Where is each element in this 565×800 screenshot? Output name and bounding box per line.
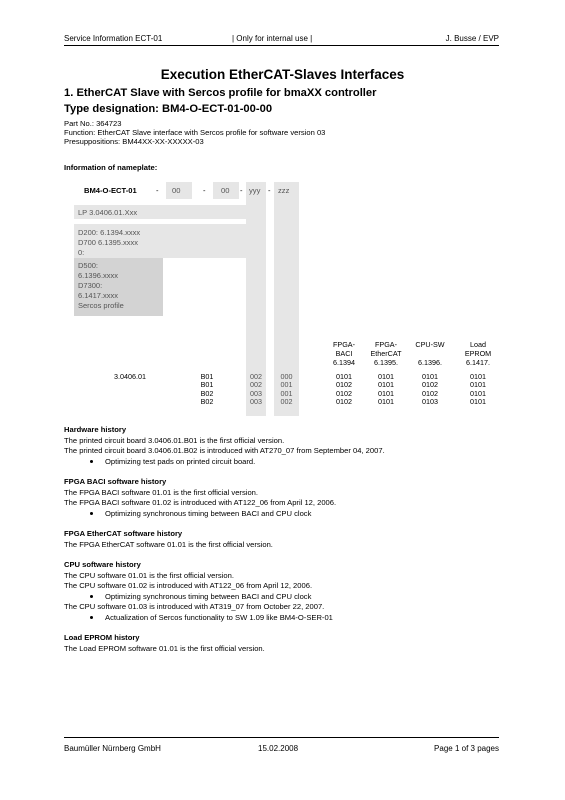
nameplate-lp: LP 3.0406.01.Xxx <box>78 208 138 217</box>
nameplate-line: D500: <box>78 261 99 270</box>
table-header-cpu-sw <box>410 340 450 367</box>
nameplate-code-dash: - <box>268 186 271 195</box>
nameplate-heading: Information of nameplate: <box>64 163 158 172</box>
table-cell: B02 <box>200 388 214 398</box>
nameplate-line: D7300: <box>78 281 103 290</box>
table-header-load-eprom <box>458 340 498 367</box>
nameplate-code-dash: - <box>203 186 206 195</box>
history-heading: Load EPROM history <box>64 633 140 642</box>
bullet-icon <box>90 595 93 598</box>
table-cell: 0101 <box>378 388 394 398</box>
table-header-fpga-ethercat <box>364 340 408 367</box>
table-cell: 001 <box>280 380 293 390</box>
table-cell: 002 <box>280 396 293 406</box>
function-text: Function: EtherCAT Slave interface with Sercos profile for software version 03 <box>64 128 326 137</box>
table-cell: 002 <box>250 380 262 390</box>
table-cell: 001 <box>280 388 293 398</box>
history-line: The FPGA BACI software 01.02 is introduced with AT122_06 from April 12, 2006. <box>64 498 337 507</box>
nameplate-code-dash: - <box>240 186 243 195</box>
history-bullet <box>90 509 311 518</box>
bullet-icon <box>90 460 93 463</box>
table-cell: 0101 <box>470 388 486 398</box>
nameplate-line: D700 6.1395.xxxx <box>78 238 139 247</box>
footer-center: 15.02.2008 <box>258 744 299 753</box>
history-line: The FPGA EtherCAT software 01.01 is the first official version. <box>64 539 273 549</box>
table-cell: 0101 <box>470 380 486 390</box>
history-heading: FPGA EtherCAT software history <box>64 529 183 538</box>
table-cell: 0102 <box>422 388 438 398</box>
history-line: The printed circuit board 3.0406.01.B01 is the first official version. <box>64 435 285 445</box>
header-line: BACI <box>335 349 353 358</box>
table-cell: 0101 <box>378 380 394 390</box>
table-cell: 0102 <box>336 388 352 398</box>
table-cell: 0101 <box>378 372 394 381</box>
table-cell: 002 <box>250 372 262 381</box>
bullet-icon <box>90 512 93 515</box>
header-line: 6.1395. <box>374 358 398 367</box>
footer-right: Page 1 of 3 pages <box>434 744 499 753</box>
header-line: EPROM <box>464 349 492 358</box>
section-heading: 1. EtherCAT Slave with Sercos profile for bmaXX controller <box>64 87 377 99</box>
nameplate-code-seg: yyy <box>249 186 261 195</box>
table-cell: 0101 <box>470 372 486 381</box>
history-line: The printed circuit board 3.0406.01.B02 is introduced with AT270_07 from September 04, 2007. <box>64 446 385 455</box>
nameplate-code-seg: 00 <box>221 186 230 195</box>
nameplate-line: 6.1417.xxxx <box>78 291 119 300</box>
table-cell: 003 <box>250 388 262 398</box>
history-bullet <box>90 592 311 601</box>
nameplate-line: D200: 6.1394.xxxx <box>78 228 141 237</box>
nameplate-code-base: BM4-O-ECT-01 <box>84 186 137 195</box>
table-cell: 0102 <box>336 380 352 390</box>
part-number: Part No.: 364723 <box>64 119 122 128</box>
header-line: EtherCAT <box>370 349 402 358</box>
table-cell: 3.0406.01 <box>114 372 146 381</box>
table-cell: 0101 <box>470 396 486 406</box>
type-designation: Type designation: BM4-O-ECT-01-00-00 <box>64 103 273 115</box>
table-cell: 0101 <box>336 372 352 381</box>
footer-left: Baumüller Nürnberg GmbH <box>64 744 161 753</box>
table-cell: 0101 <box>422 372 438 381</box>
history-heading: Hardware history <box>64 425 127 434</box>
nameplate-line: 0: <box>78 248 85 257</box>
bullet-icon <box>90 616 93 619</box>
table-cell: B01 <box>200 380 214 390</box>
table-cell: 0103 <box>422 396 438 406</box>
table-cell: 0102 <box>336 396 352 406</box>
header-line: FPGA- <box>375 340 397 349</box>
bullet-text: Optimizing synchronous timing between BACI and CPU clock <box>105 508 312 518</box>
header-line: FPGA- <box>333 340 355 349</box>
header-left: Service Information ECT-01 <box>64 34 163 43</box>
nameplate-line: Sercos profile <box>78 301 124 310</box>
table-cell: 0101 <box>378 396 394 406</box>
header-line: 6.1417. <box>466 358 490 367</box>
history-heading: CPU software history <box>64 560 141 569</box>
nameplate-code-dash: - <box>156 186 159 195</box>
nameplate-code-seg: 00 <box>172 186 181 195</box>
header-line: CPU-SW <box>415 340 445 349</box>
header-line <box>410 349 450 358</box>
nameplate-code-seg: zzz <box>278 186 290 195</box>
history-heading: FPGA BACI software history <box>64 477 167 486</box>
history-line: The CPU software 01.03 is introduced with AT319_07 from October 22, 2007. <box>64 602 325 611</box>
bullet-text: Optimizing test pads on printed circuit board. <box>105 456 256 466</box>
bullet-text: Actualization of Sercos functionality to SW 1.09 like BM4-O-SER-01 <box>105 612 333 622</box>
history-bullet <box>90 457 255 466</box>
header-line: 6.1396. <box>418 358 442 367</box>
table-cell: B02 <box>200 396 214 406</box>
document-title: Execution EtherCAT-Slaves Interfaces <box>160 67 405 82</box>
history-line: The FPGA BACI software 01.01 is the first official version. <box>64 487 259 497</box>
table-cell: B01 <box>200 372 214 381</box>
history-line: The CPU software 01.01 is the first official version. <box>64 570 234 580</box>
history-line: The CPU software 01.02 is introduced with AT122_06 from April 12, 2006. <box>64 581 313 590</box>
table-cell: 003 <box>250 396 262 406</box>
header-right: J. Busse / EVP <box>445 34 499 43</box>
presupposition-text: Presuppositions: BM44XX-XX-XXXXX-03 <box>64 137 204 146</box>
header-rule <box>64 45 499 46</box>
table-cell: 0102 <box>422 380 438 390</box>
header-line: Load <box>470 340 486 349</box>
history-line: The Load EPROM software 01.01 is the first official version. <box>64 643 265 653</box>
header-center: | Only for internal use | <box>232 34 313 43</box>
bullet-text: Optimizing synchronous timing between BACI and CPU clock <box>105 591 312 601</box>
history-bullet <box>90 613 333 622</box>
footer-rule <box>64 737 499 738</box>
table-header-fpga-baci <box>326 340 362 367</box>
header-line: 6.1394 <box>333 358 355 367</box>
table-cell: 000 <box>280 372 293 381</box>
nameplate-line: 6.1396.xxxx <box>78 271 119 280</box>
